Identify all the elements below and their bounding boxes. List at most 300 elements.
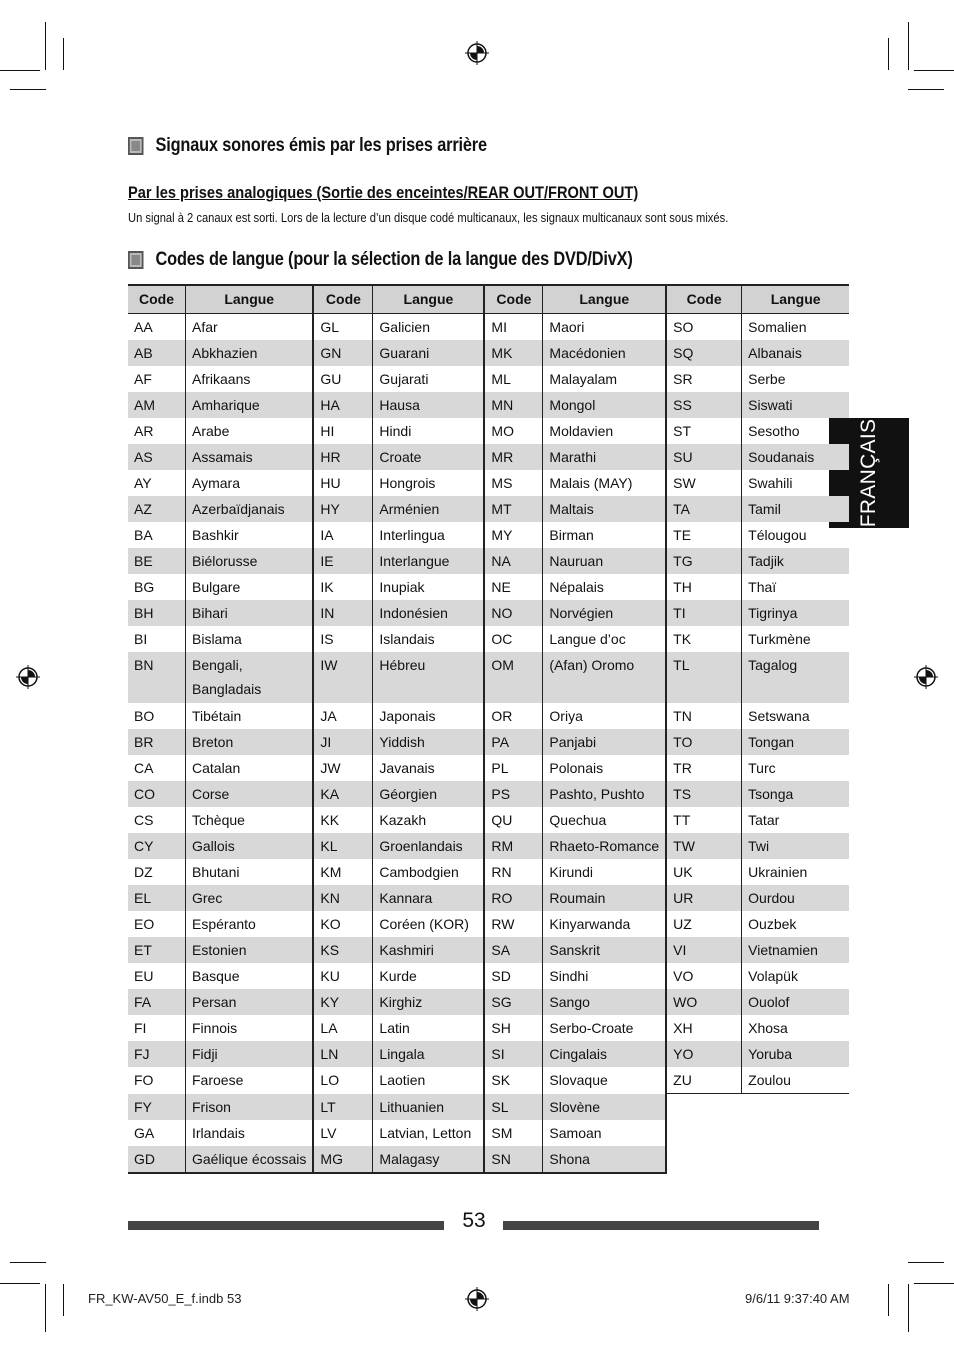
code-cell: BO (128, 703, 186, 729)
col-header-code: Code (128, 285, 186, 314)
code-cell: IN (313, 600, 373, 626)
code-cell (666, 1146, 742, 1173)
language-cell: Sesotho (748, 423, 800, 439)
code-cell: ZU (666, 1067, 742, 1094)
code-cell: AS (128, 444, 186, 470)
language-cell: Irlandais (186, 1120, 314, 1146)
language-cell: Japonais (373, 703, 485, 729)
language-cell: Faroese (186, 1067, 314, 1094)
footer-timestamp: 9/6/11 9:37:40 AM (745, 1291, 850, 1306)
table-row (128, 885, 849, 911)
col-header-code: Code (666, 285, 742, 314)
code-cell: AM (128, 392, 186, 418)
table-row (128, 444, 849, 470)
language-cell: Latvian, Letton (373, 1120, 485, 1146)
code-cell: AY (128, 470, 186, 496)
language-cell: Biélorusse (186, 548, 314, 574)
language-cell: Cingalais (543, 1041, 666, 1067)
code-cell: JI (313, 729, 373, 755)
code-cell: EL (128, 885, 186, 911)
code-cell: BG (128, 574, 186, 600)
code-cell: TI (666, 600, 742, 626)
crop-mark (888, 1284, 889, 1316)
code-cell: VI (666, 937, 742, 963)
crop-mark (10, 1262, 46, 1263)
code-cell: VO (666, 963, 742, 989)
table-row (128, 600, 849, 626)
crop-mark (914, 1283, 954, 1284)
language-cell: Frison (186, 1094, 314, 1121)
code-cell: PL (484, 755, 543, 781)
crop-mark (908, 89, 944, 90)
language-cell: Tamil (742, 496, 850, 522)
code-cell: UK (666, 859, 742, 885)
language-cell: Yiddish (373, 729, 485, 755)
table-row (128, 418, 849, 444)
code-cell: CA (128, 755, 186, 781)
language-cell: Tigrinya (742, 600, 850, 626)
section-square-icon (128, 251, 143, 269)
code-cell: TR (666, 755, 742, 781)
language-cell: Bashkir (186, 522, 314, 548)
col-header-language: Langue (543, 285, 666, 314)
crop-mark (908, 22, 909, 70)
table-row (128, 755, 849, 781)
code-cell: UR (666, 885, 742, 911)
code-cell: NE (484, 574, 543, 600)
table-row (128, 340, 849, 366)
language-cell: Shona (543, 1146, 666, 1173)
code-cell: TG (666, 548, 742, 574)
code-cell: TH (666, 574, 742, 600)
code-cell: TO (666, 729, 742, 755)
code-cell: TS (666, 781, 742, 807)
language-cell: Ouolof (742, 989, 850, 1015)
code-cell: MR (484, 444, 543, 470)
section-heading-signals (128, 135, 487, 157)
language-cell: Roumain (543, 885, 666, 911)
code-cell: LN (313, 1041, 373, 1067)
language-cell: Aymara (186, 470, 314, 496)
table-row (128, 781, 849, 807)
language-cell: Tagalog (742, 652, 850, 703)
language-cell: Basque (186, 963, 314, 989)
code-cell: BA (128, 522, 186, 548)
language-cell: Pashto, Pushto (543, 781, 666, 807)
language-cell: Sango (543, 989, 666, 1015)
code-cell: HA (313, 392, 373, 418)
language-cell: Vietnamien (742, 937, 850, 963)
code-cell: SU (666, 444, 742, 470)
code-cell: MT (484, 496, 543, 522)
language-cell: Abkhazien (186, 340, 314, 366)
code-cell: SG (484, 989, 543, 1015)
table-row (128, 522, 849, 548)
table-row (128, 1041, 849, 1067)
code-cell: TA (666, 496, 742, 522)
registration-mark-icon (465, 1287, 489, 1311)
page-bar-left (128, 1221, 444, 1230)
table-row (128, 314, 849, 341)
crop-mark (0, 1283, 40, 1284)
language-cell: Guarani (373, 340, 485, 366)
code-cell: AA (128, 314, 186, 341)
table-row (128, 366, 849, 392)
code-cell: HR (313, 444, 373, 470)
language-cell: Samoan (543, 1120, 666, 1146)
language-cell: Langue d’oc (543, 626, 666, 652)
language-cell: Bihari (186, 600, 314, 626)
code-cell: OC (484, 626, 543, 652)
language-cell: Twi (742, 833, 850, 859)
language-cell: Siswati (742, 392, 850, 418)
language-cell: Hausa (373, 392, 485, 418)
table-row (128, 807, 849, 833)
code-cell: KU (313, 963, 373, 989)
language-cell: Malais (MAY) (543, 470, 666, 496)
language-cell: Soudanais (742, 444, 850, 470)
code-cell: KY (313, 989, 373, 1015)
language-cell: Gallois (186, 833, 314, 859)
table-row (128, 911, 849, 937)
language-cell (742, 1120, 850, 1146)
language-cell: Fidji (186, 1041, 314, 1067)
language-cell: Serbe (748, 371, 786, 387)
language-cell: Yoruba (742, 1041, 850, 1067)
col-header-code: Code (313, 285, 373, 314)
language-cell: Slovène (543, 1094, 666, 1121)
code-cell: SI (484, 1041, 543, 1067)
language-cell: Ourdou (742, 885, 850, 911)
code-cell: EO (128, 911, 186, 937)
code-cell: MG (313, 1146, 373, 1173)
language-cell: Tchèque (186, 807, 314, 833)
code-cell: MK (484, 340, 543, 366)
code-cell: PA (484, 729, 543, 755)
table-row (128, 548, 849, 574)
language-cell: Hongrois (373, 470, 485, 496)
language-cell: Bhutani (186, 859, 314, 885)
table-row (128, 574, 849, 600)
code-cell: TL (666, 652, 742, 703)
language-cell: Kazakh (373, 807, 485, 833)
language-cell: Arabe (186, 418, 314, 444)
language-cell: Turc (748, 760, 776, 776)
code-cell: FY (128, 1094, 186, 1121)
code-cell: SD (484, 963, 543, 989)
language-cell: Rhaeto-Romance (543, 833, 666, 859)
table-row (128, 1120, 849, 1146)
code-cell: RW (484, 911, 543, 937)
code-cell: FA (128, 989, 186, 1015)
code-cell: XH (666, 1015, 742, 1041)
language-cell: Gujarati (373, 366, 485, 392)
code-cell: GU (313, 366, 373, 392)
language-cell: Thaï (748, 579, 777, 595)
language-cell: Javanais (373, 755, 485, 781)
language-cell: Birman (543, 522, 666, 548)
language-cell: Bulgare (186, 574, 314, 600)
code-cell: FI (128, 1015, 186, 1041)
language-cell: Swahili (748, 475, 793, 491)
language-cell: Maltais (543, 496, 666, 522)
code-cell: IK (313, 574, 373, 600)
code-cell: KK (313, 807, 373, 833)
table-row (128, 1094, 849, 1121)
language-cell: Népalais (543, 574, 666, 600)
code-cell: AZ (128, 496, 186, 522)
language-cell: Interlangue (373, 548, 485, 574)
code-cell: GA (128, 1120, 186, 1146)
code-cell: LA (313, 1015, 373, 1041)
col-header-language: Langue (373, 285, 485, 314)
language-cell: Ouzbek (748, 916, 797, 932)
code-cell: WO (666, 989, 742, 1015)
language-cell: Kashmiri (373, 937, 485, 963)
language-cell: Tadjik (742, 548, 850, 574)
code-cell: JA (313, 703, 373, 729)
language-cell: Maori (543, 314, 666, 341)
language-cell: Quechua (543, 807, 666, 833)
col-header-code: Code (484, 285, 543, 314)
table-body (128, 314, 849, 1174)
table-row (128, 626, 849, 652)
code-cell: PS (484, 781, 543, 807)
code-cell: SN (484, 1146, 543, 1173)
language-cell: Sanskrit (543, 937, 666, 963)
language-cell: Gaélique écossais (186, 1146, 314, 1173)
language-cell: Volapük (748, 968, 798, 984)
code-cell: RM (484, 833, 543, 859)
code-cell: KO (313, 911, 373, 937)
language-cell: Estonien (186, 937, 314, 963)
code-cell: CS (128, 807, 186, 833)
code-cell: KA (313, 781, 373, 807)
code-cell: RN (484, 859, 543, 885)
language-cell: Assamais (186, 444, 314, 470)
language-cell: Amharique (186, 392, 314, 418)
code-cell: IE (313, 548, 373, 574)
language-cell: Norvégien (543, 600, 666, 626)
analog-subheading: Par les prises analogiques (Sortie des enceintes/REAR OUT/FRONT OUT) (128, 183, 639, 202)
language-cell: Géorgien (373, 781, 485, 807)
language-cell: Groenlandais (373, 833, 485, 859)
language-cell (742, 1094, 850, 1121)
crop-mark (888, 38, 889, 70)
code-cell: IW (313, 652, 373, 703)
code-cell: KN (313, 885, 373, 911)
code-cell: LO (313, 1067, 373, 1094)
section-square-icon (128, 137, 143, 155)
code-cell: MO (484, 418, 543, 444)
table-row (128, 703, 849, 729)
code-cell: SK (484, 1067, 543, 1094)
code-cell: KL (313, 833, 373, 859)
language-code-table (128, 284, 849, 1174)
language-cell: Galicien (373, 314, 485, 341)
registration-mark-icon (16, 665, 40, 689)
language-cell: Zoulou (742, 1067, 850, 1094)
language-cell: Tsonga (742, 781, 850, 807)
language-cell: Indonésien (373, 600, 485, 626)
language-cell: Grec (186, 885, 314, 911)
language-cell: Nauruan (543, 548, 666, 574)
language-cell: Kinyarwanda (543, 911, 666, 937)
language-cell: Télougou (748, 527, 807, 543)
language-cell: Serbo-Croate (543, 1015, 666, 1041)
code-cell: OR (484, 703, 543, 729)
code-cell: AF (128, 366, 186, 392)
code-cell: YO (666, 1041, 742, 1067)
language-cell: Hébreu (373, 652, 485, 703)
crop-mark (0, 70, 40, 71)
language-cell: Hindi (373, 418, 485, 444)
code-cell: TN (666, 703, 742, 729)
code-cell: EU (128, 963, 186, 989)
language-cell: Slovaque (543, 1067, 666, 1094)
section-heading-codes (128, 249, 633, 271)
code-cell: SW (666, 470, 742, 496)
code-cell: RO (484, 885, 543, 911)
code-cell: UZ (666, 911, 742, 937)
col-header-language: Langue (742, 285, 850, 314)
language-cell: Panjabi (543, 729, 666, 755)
table-row (128, 1067, 849, 1094)
crop-mark (908, 1284, 909, 1332)
code-cell: OM (484, 652, 543, 703)
table-row (128, 729, 849, 755)
code-cell: TT (666, 807, 742, 833)
code-cell: IA (313, 522, 373, 548)
crop-mark (914, 70, 954, 71)
language-cell: Azerbaïdjanais (186, 496, 314, 522)
code-cell: TE (666, 522, 742, 548)
language-cell: Setswana (748, 708, 810, 724)
language-cell: Marathi (543, 444, 666, 470)
language-cell: Arménien (373, 496, 485, 522)
language-cell: Persan (186, 989, 314, 1015)
table-row (128, 392, 849, 418)
language-cell: Somalien (748, 319, 807, 335)
code-cell: TK (666, 626, 742, 652)
code-cell: QU (484, 807, 543, 833)
language-cell: Laotien (373, 1067, 485, 1094)
code-cell: JW (313, 755, 373, 781)
table-row (128, 963, 849, 989)
table-row (128, 652, 849, 703)
language-cell: Afrikaans (186, 366, 314, 392)
language-cell: Breton (186, 729, 314, 755)
code-cell: BI (128, 626, 186, 652)
code-cell: AB (128, 340, 186, 366)
table-row (128, 833, 849, 859)
language-cell: Bengali, Bangladais (186, 652, 314, 703)
code-cell: KM (313, 859, 373, 885)
crop-mark (63, 38, 64, 70)
language-cell (742, 1146, 850, 1173)
language-cell: (Afan) Oromo (543, 652, 666, 703)
table-row (128, 937, 849, 963)
col-header-language: Langue (186, 285, 314, 314)
code-cell: SA (484, 937, 543, 963)
registration-mark-icon (465, 41, 489, 65)
code-cell: NA (484, 548, 543, 574)
language-cell: Kirundi (543, 859, 666, 885)
language-cell: Tongan (742, 729, 850, 755)
code-cell: SL (484, 1094, 543, 1121)
crop-mark (10, 89, 46, 90)
code-cell: FO (128, 1067, 186, 1094)
language-cell: Oriya (543, 703, 666, 729)
code-cell: KS (313, 937, 373, 963)
registration-mark-icon (914, 665, 938, 689)
code-cell: SS (666, 392, 742, 418)
page-bar-right (503, 1221, 819, 1230)
code-cell: HI (313, 418, 373, 444)
language-cell: Macédonien (543, 340, 666, 366)
table-row (128, 859, 849, 885)
code-cell: CO (128, 781, 186, 807)
language-cell: Finnois (186, 1015, 314, 1041)
table-row (128, 1015, 849, 1041)
code-cell (666, 1120, 742, 1146)
language-cell: Corse (186, 781, 314, 807)
code-cell: ML (484, 366, 543, 392)
language-cell: Malagasy (373, 1146, 485, 1173)
language-cell: Coréen (KOR) (373, 911, 485, 937)
code-cell: GL (313, 314, 373, 341)
language-cell: Lingala (373, 1041, 485, 1067)
code-cell: MY (484, 522, 543, 548)
language-cell: Malayalam (543, 366, 666, 392)
language-cell: Mongol (543, 392, 666, 418)
code-cell: NO (484, 600, 543, 626)
code-cell: SO (666, 314, 742, 341)
code-cell: MN (484, 392, 543, 418)
language-cell: Catalan (186, 755, 314, 781)
page-number: 53 (462, 1209, 486, 1232)
crop-mark (45, 1284, 46, 1332)
code-cell: BH (128, 600, 186, 626)
language-cell: Albanais (742, 340, 850, 366)
code-cell: DZ (128, 859, 186, 885)
analog-paragraph: Un signal à 2 canaux est sorti. Lors de la lecture d’un disque codé multicanaux, les signaux multicanaux sont sous mixés. (128, 210, 729, 225)
table-row (128, 470, 849, 496)
table-row (128, 496, 849, 522)
language-cell: Polonais (543, 755, 666, 781)
code-cell: LT (313, 1094, 373, 1121)
language-cell: Tibétain (186, 703, 314, 729)
footer-file: FR_KW-AV50_E_f.indb 53 (88, 1291, 242, 1306)
language-cell: Cambodgien (373, 859, 485, 885)
language-cell: Croate (373, 444, 485, 470)
language-cell: Ukrainien (748, 864, 808, 880)
code-cell: BE (128, 548, 186, 574)
code-cell: SQ (666, 340, 742, 366)
table-row (128, 989, 849, 1015)
code-cell: BR (128, 729, 186, 755)
language-cell: Xhosa (748, 1020, 788, 1036)
code-cell: SM (484, 1120, 543, 1146)
code-cell: ST (666, 418, 742, 444)
crop-mark (908, 1262, 944, 1263)
language-cell: Sindhi (543, 963, 666, 989)
table-row (128, 1146, 849, 1173)
code-cell: GN (313, 340, 373, 366)
code-cell: LV (313, 1120, 373, 1146)
code-cell: FJ (128, 1041, 186, 1067)
code-cell: HU (313, 470, 373, 496)
